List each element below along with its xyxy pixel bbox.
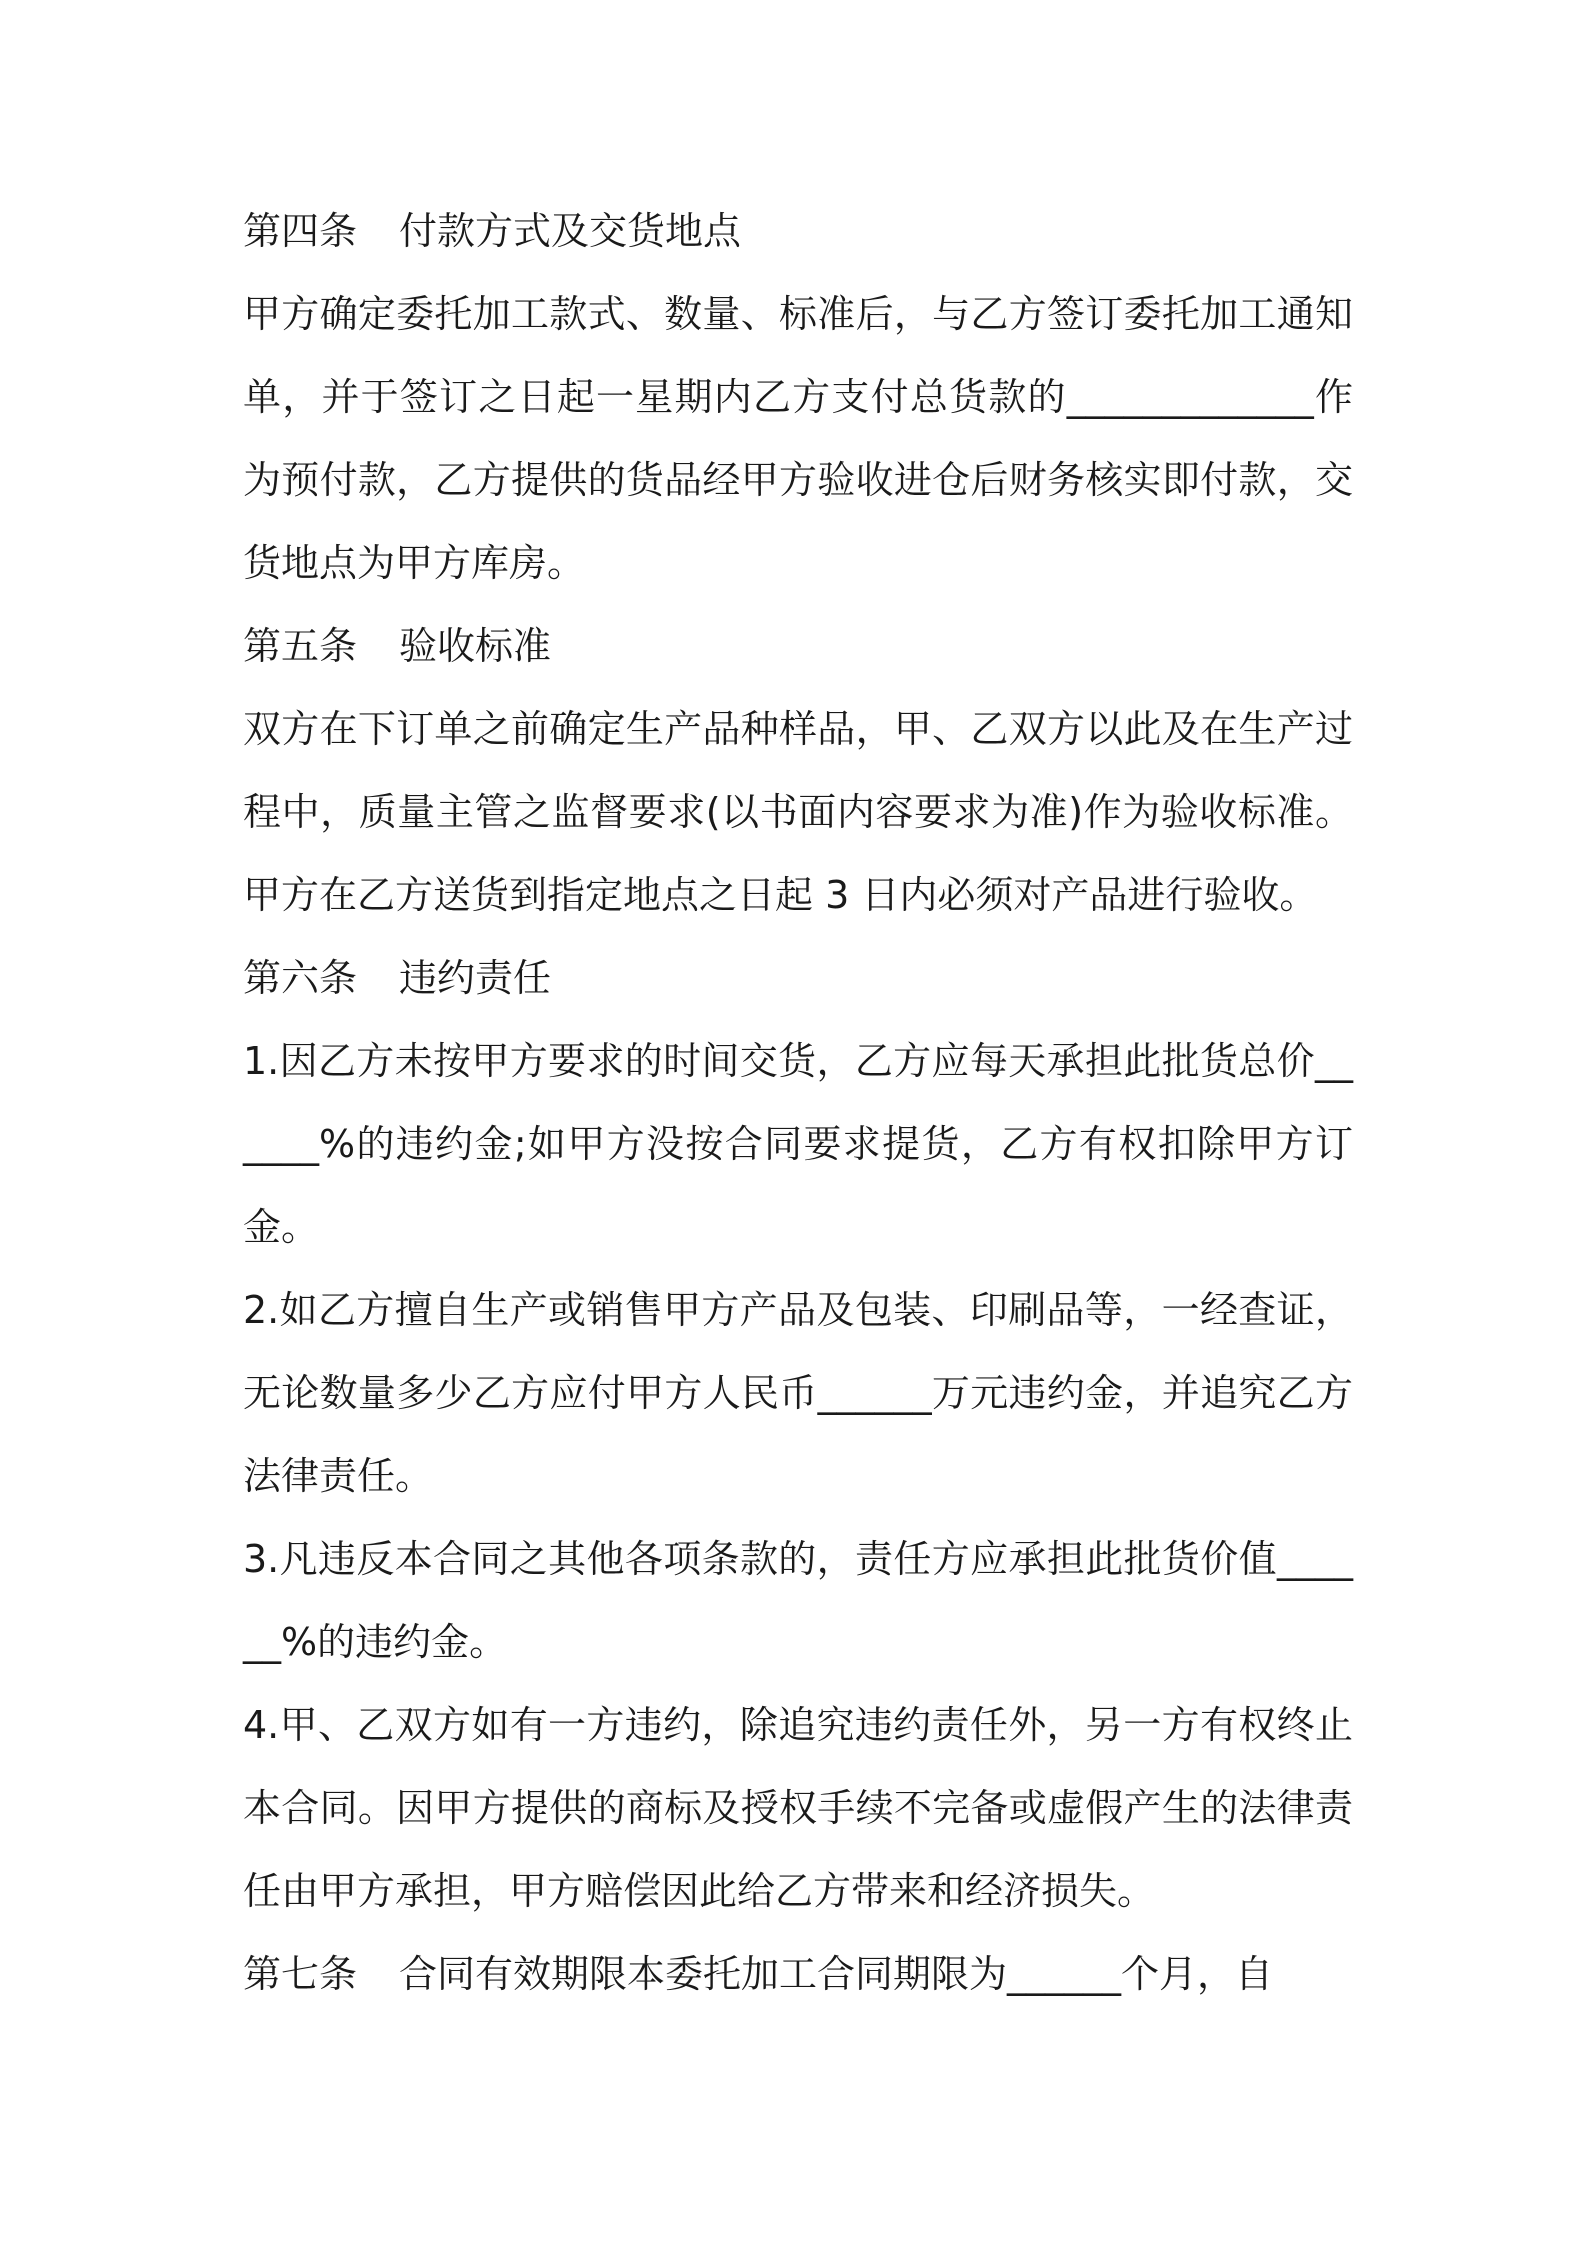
- article-6-title: 违约责任: [399, 956, 552, 1000]
- article-7-text: 合同有效期限本委托加工合同期限为______个月，自: [399, 1952, 1274, 1996]
- article-7-heading: [243, 1933, 1353, 2016]
- article-4-number: 第四条: [243, 209, 358, 253]
- article-6-item-1: 1.因乙方未按甲方要求的时间交货，乙方应每天承担此批货总价______%的违约金;如甲方没按合同要求提货，乙方有权扣除甲方订金。: [243, 1039, 1353, 1249]
- article-6-number: 第六条: [243, 956, 358, 1000]
- article-4-body: 甲方确定委托加工款式、数量、标准后，与乙方签订委托加工通知单，并于签订之日起一星期内乙方支付总货款的_____________作为预付款，乙方提供的货品经甲方验收进仓后财务核实即付款，交货地点为甲方库房。: [243, 292, 1353, 585]
- article-6-item-3: 3.凡违反本合同之其他各项条款的，责任方应承担此批货价值______%的违约金。: [243, 1537, 1353, 1664]
- article-4-heading: [243, 190, 1353, 273]
- article-7-number: 第七条: [243, 1952, 358, 1996]
- article-5-body: 双方在下订单之前确定生产品种样品，甲、乙双方以此及在生产过程中，质量主管之监督要求(以书面内容要求为准)作为验收标准。甲方在乙方送货到指定地点之日起 3 日内必须对产品进行验收。: [243, 707, 1353, 917]
- article-5-heading: [243, 605, 1353, 688]
- article-5-number: 第五条: [243, 624, 358, 668]
- article-6-heading: [243, 937, 1353, 1020]
- article-6-item-4: 4.甲、乙双方如有一方违约，除追究违约责任外，另一方有权终止本合同。因甲方提供的商标及授权手续不完备或虚假产生的法律责任由甲方承担，甲方赔偿因此给乙方带来和经济损失。: [243, 1703, 1353, 1913]
- article-6-item-2: 2.如乙方擅自生产或销售甲方产品及包装、印刷品等，一经查证，无论数量多少乙方应付甲方人民币______万元违约金，并追究乙方法律责任。: [243, 1288, 1353, 1498]
- article-4-title: 付款方式及交货地点: [399, 209, 742, 253]
- contract-text: [243, 190, 1353, 2016]
- article-5-title: 验收标准: [399, 624, 552, 668]
